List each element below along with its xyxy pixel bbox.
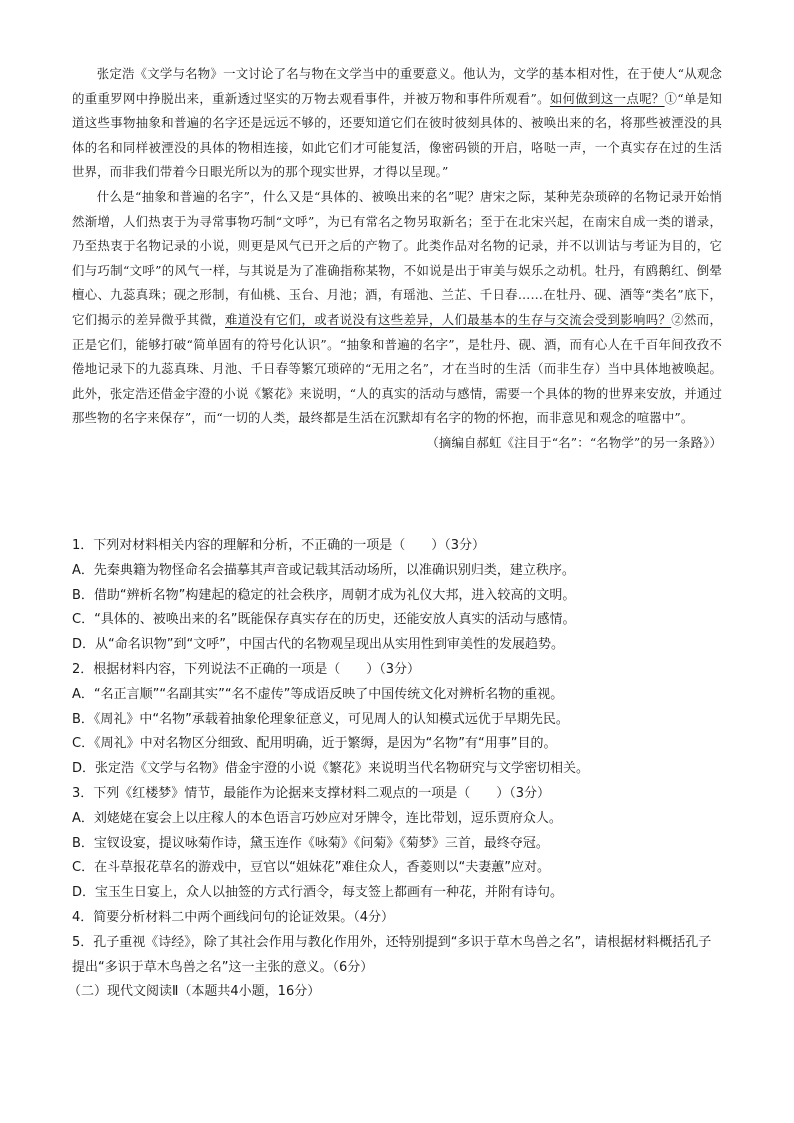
paragraph-1-text-b: ①“单是知道这些事物抽象和普遍的名字还是远远不够的，还要知道它们在彼时彼刻具体的、被唤出来的名，将那些被湮没的具体的名和同样被湮没的具体的物相连接，如此它们才可能复活，像密码锁的开启，咯哒一声，一个真实存在过的生活世界，而非我们带着今日眼光所以为的那个现实世界，才得以呈现。” (72, 90, 722, 180)
question-1-option-d: D．从“命名识物”到“文呼”，中国古代的名物观呈现出从实用性到审美性的发展趋势。 (72, 637, 564, 653)
question-4: 4．简要分析材料二中两个画线问句的论证效果。（4分） (72, 909, 395, 925)
question-1-option-b: B．借助“辨析名物”构建起的稳定的社会秩序，周朝才成为礼仪大邦，进入较高的文明。 (72, 587, 576, 603)
question-3-option-c: C．在斗草报花草名的游戏中，豆官以“姐妹花”难住众人，香菱则以“夫妻蕙”应对。 (72, 860, 551, 876)
underlined-question-1: 如何做到这一点呢？ (549, 90, 665, 106)
question-3-option-a: A．刘姥姥在宴会上以庄稼人的本色语言巧妙应对牙牌令，连比带划，逗乐贾府众人。 (72, 810, 562, 826)
underlined-question-2: 难道没有它们，或者说没有这些差异，人们最基本的生存与交流会受到影响吗？ (225, 311, 672, 327)
question-2-option-a: A．“名正言顺”“名副其实”“名不虚传”等成语反映了中国传统文化对辨析名物的重视。 (72, 686, 564, 702)
question-1-option-c: C．“具体的、被唤出来的名”既能保存真实存在的历史，还能安放人真实的活动与感情。 (72, 612, 576, 628)
question-5: 5．孔子重视《诗经》，除了其社会作用与教化作用外，还特别提到“多识于草木鸟兽之名”，请根据材料概括孔子提出“多识于草木鸟兽之名”这一主张的意义。（6分） (72, 934, 712, 975)
paragraph-2-text-b: ②然而，正是它们，能够打破“简单固有的符号化认识”。“抽象和普遍的名字”，是牡丹、砚、酒，而有心人在千百年间孜孜不倦地记录下的九蕊真珠、月池、千日春等繁冗琐碎的“无用之名”，才在当时的生活（而非生存）当中具体地被唤起。此外，张定浩还借金宇澄的小说《繁花》来说明，“人的真实的活动与感情，需要一个具体的物的世界来安放，并通过那些物的名字来保存”，而“一切的人类，最终都是生活在沉默却有名字的物的怀抱，而非意见和观念的喧嚣中”。 (72, 311, 723, 426)
question-2-option-b: B．《周礼》中“名物”承载着抽象伦理象征意义，可见周人的认知模式远优于早期先民。 (72, 711, 569, 727)
question-2-option-c: C．《周礼》中对名物区分细致、配用明确，近于繁缛，是因为“名物”有“用事”目的。 (72, 736, 557, 752)
question-1-stem: 1．下列对材料相关内容的理解和分析，不正确的一项是（ ）（3分） (72, 538, 486, 553)
passage-paragraph-2 (72, 185, 722, 431)
question-list (68, 534, 722, 1005)
question-3-option-b: B．宝钗设宴，提议咏菊作诗，黛玉连作《咏菊》《问菊》《菊梦》三首，最终夺冠。 (72, 835, 549, 851)
paragraph-1-text-a: 张定浩《文学与名物》一文讨论了名与物在文学当中的重要意义。他认为，文学的基本相对性，在于使人“从观念的重重罗网中挣脱出来，重新透过坚实的万物去观看事件，并被万物和事件所观看”。 (72, 66, 722, 106)
question-3-option-d: D．宝玉生日宴上，众人以抽签的方式行酒令，每支签上都画有一种花，并附有诗句。 (72, 885, 564, 901)
question-2-option-d: D．张定浩《文学与名物》借金宇澄的小说《繁花》来说明当代名物研究与文学密切相关。 (72, 761, 590, 777)
question-1-option-a: A．先秦典籍为物怪命名会描摹其声音或记载其活动场所，以准确识别归类，建立秩序。 (72, 562, 575, 578)
passage-paragraph-1 (72, 62, 722, 185)
section-heading: （二）现代文阅读Ⅱ（本题共4小题，16分） (68, 984, 321, 1000)
question-2-stem: 2．根据材料内容，下列说法不正确的一项是（ ）（3分） (72, 661, 421, 677)
reading-passage (72, 62, 722, 456)
passage-source: （摘编自郝虹《注目于“名”：“名物学”的另一条路》） (426, 434, 722, 450)
question-3-stem: 3．下列《红楼梦》情节，最能作为论据来支撑材料二观点的一项是（ ）（3分） (72, 785, 551, 801)
paragraph-2-text-a: 什么是“抽象和普遍的名字”，什么又是“具体的、被唤出来的名”呢？唐宋之际，某种芜杂琐碎的名物记录开始悄然渐增，人们热衷于为寻常事物巧制“文呼”，为已有常名之物另取新名；至于在北宋兴起，在南宋自成一类的谱录，乃至热衷于名物记录的小说，则更是风气已开之后的产物了。此类作品对名物的记录，并不以训诂与考证为目的，它们与巧制“文呼”的风气一样，与其说是为了准确指称某物，不如说是出于审美与娱乐之动机。牡丹，有鸥鹅红、倒晕檀心、九蕊真珠；砚之形制，有仙桃、玉台、月池；酒，有瑶池、兰芷、千日春……在牡丹、砚、酒等“类名”底下，它们揭示的差异微乎其微， (72, 188, 722, 327)
